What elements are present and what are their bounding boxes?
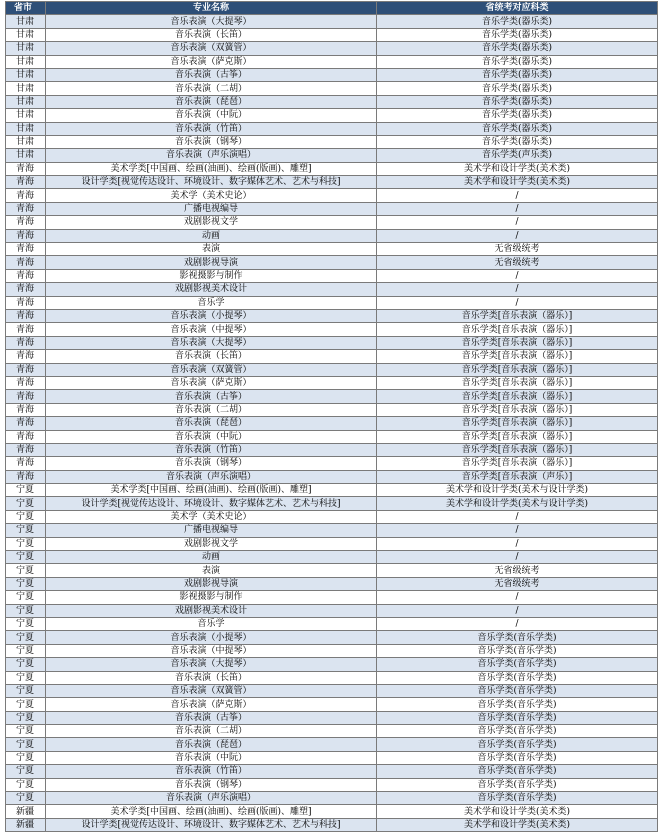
major-cell: 音乐表演（竹笛） — [46, 765, 377, 778]
province-cell: 青海 — [6, 309, 46, 322]
subject-cell: 音乐学类(器乐类) — [377, 55, 658, 68]
table-row — [6, 484, 658, 497]
table-row — [6, 792, 658, 805]
table-row — [6, 524, 658, 537]
subject-cell: / — [377, 551, 658, 564]
major-cell: 音乐表演（钢琴） — [46, 135, 377, 148]
province-cell: 青海 — [6, 350, 46, 363]
major-cell: 音乐表演（萨克斯） — [46, 376, 377, 389]
table-row — [6, 82, 658, 95]
table-row — [6, 109, 658, 122]
subject-cell: / — [377, 202, 658, 215]
major-cell: 戏剧影视美术设计 — [46, 604, 377, 617]
major-cell: 音乐表演（古筝） — [46, 68, 377, 81]
province-cell: 宁夏 — [6, 671, 46, 684]
major-cell: 设计学类[视觉传达设计、环境设计、数字媒体艺术、艺术与科技] — [46, 497, 377, 510]
major-cell: 音乐表演（小提琴） — [46, 309, 377, 322]
major-cell: 音乐表演（琵琶） — [46, 417, 377, 430]
province-cell: 宁夏 — [6, 658, 46, 671]
province-cell: 甘肃 — [6, 149, 46, 162]
major-cell: 音乐表演（小提琴） — [46, 631, 377, 644]
subject-cell: 音乐学类(音乐学类) — [377, 658, 658, 671]
subject-cell: 美术学和设计学类(美术与设计学类) — [377, 497, 658, 510]
major-cell: 表演 — [46, 564, 377, 577]
major-cell: 音乐表演（中阮） — [46, 751, 377, 764]
province-cell: 青海 — [6, 216, 46, 229]
table-row — [6, 658, 658, 671]
major-cell: 音乐表演（中阮） — [46, 109, 377, 122]
province-cell: 宁夏 — [6, 684, 46, 697]
table-row — [6, 470, 658, 483]
subject-cell: 音乐学类[音乐表演（器乐）] — [377, 376, 658, 389]
table-row — [6, 42, 658, 55]
table-row — [6, 417, 658, 430]
subject-cell: / — [377, 189, 658, 202]
subject-cell: 音乐学类(器乐类) — [377, 42, 658, 55]
header-major: 专业名称 — [46, 2, 377, 15]
subject-cell: 音乐学类(音乐学类) — [377, 671, 658, 684]
subject-cell: 音乐学类(音乐学类) — [377, 711, 658, 724]
province-cell: 青海 — [6, 296, 46, 309]
subject-cell: 音乐学类[音乐表演（器乐）] — [377, 417, 658, 430]
major-cell: 音乐表演（中阮） — [46, 430, 377, 443]
major-cell: 戏剧影视美术设计 — [46, 283, 377, 296]
subject-cell: 音乐学类(音乐学类) — [377, 792, 658, 805]
major-cell: 音乐表演（古筝） — [46, 390, 377, 403]
table-row — [6, 711, 658, 724]
header-row — [6, 2, 658, 15]
province-cell: 青海 — [6, 470, 46, 483]
major-cell: 音乐表演（琵琶） — [46, 95, 377, 108]
major-cell: 音乐表演（双簧管） — [46, 684, 377, 697]
subject-cell: 音乐学类(音乐学类) — [377, 698, 658, 711]
subject-cell: 音乐学类(器乐类) — [377, 95, 658, 108]
major-cell: 音乐表演（长笛） — [46, 28, 377, 41]
major-cell: 广播电视编导 — [46, 524, 377, 537]
table-row — [6, 256, 658, 269]
table-row — [6, 122, 658, 135]
major-cell: 音乐学 — [46, 617, 377, 630]
province-cell: 宁夏 — [6, 604, 46, 617]
province-cell: 甘肃 — [6, 68, 46, 81]
province-cell: 青海 — [6, 176, 46, 189]
header-province: 省市 — [6, 2, 46, 15]
table-row — [6, 176, 658, 189]
major-cell: 动画 — [46, 229, 377, 242]
major-cell: 影视摄影与制作 — [46, 269, 377, 282]
subject-cell: 音乐学类(器乐类) — [377, 109, 658, 122]
table-row — [6, 269, 658, 282]
table-row — [6, 390, 658, 403]
table-row — [6, 323, 658, 336]
province-cell: 青海 — [6, 443, 46, 456]
subject-cell: 音乐学类[音乐表演（器乐）] — [377, 309, 658, 322]
table-row — [6, 363, 658, 376]
major-cell: 戏剧影视文学 — [46, 537, 377, 550]
table-row — [6, 350, 658, 363]
subject-cell: / — [377, 617, 658, 630]
table-row — [6, 778, 658, 791]
province-cell: 甘肃 — [6, 42, 46, 55]
table-row — [6, 537, 658, 550]
province-cell: 甘肃 — [6, 135, 46, 148]
subject-cell: 音乐学类(器乐类) — [377, 28, 658, 41]
province-cell: 宁夏 — [6, 484, 46, 497]
table-row — [6, 457, 658, 470]
major-cell: 音乐学 — [46, 296, 377, 309]
subject-cell: 无省级统考 — [377, 256, 658, 269]
subject-cell: 音乐学类[音乐表演（器乐）] — [377, 323, 658, 336]
subject-cell: / — [377, 296, 658, 309]
province-cell: 宁夏 — [6, 792, 46, 805]
major-cell: 音乐表演（二胡） — [46, 403, 377, 416]
table-row — [6, 564, 658, 577]
province-cell: 青海 — [6, 269, 46, 282]
table-row — [6, 577, 658, 590]
table-row — [6, 162, 658, 175]
subject-cell: / — [377, 283, 658, 296]
table-row — [6, 497, 658, 510]
province-cell: 宁夏 — [6, 497, 46, 510]
province-cell: 青海 — [6, 162, 46, 175]
subject-cell: 音乐学类[音乐表演（器乐）] — [377, 350, 658, 363]
province-cell: 宁夏 — [6, 751, 46, 764]
table-row — [6, 765, 658, 778]
major-cell: 音乐表演（萨克斯） — [46, 698, 377, 711]
province-cell: 青海 — [6, 202, 46, 215]
table-row — [6, 229, 658, 242]
province-cell: 宁夏 — [6, 778, 46, 791]
table-row — [6, 671, 658, 684]
major-subject-table — [5, 1, 658, 832]
province-cell: 青海 — [6, 229, 46, 242]
province-cell: 青海 — [6, 376, 46, 389]
province-cell: 宁夏 — [6, 617, 46, 630]
province-cell: 甘肃 — [6, 28, 46, 41]
subject-cell: 音乐学类(器乐类) — [377, 15, 658, 28]
province-cell: 宁夏 — [6, 631, 46, 644]
major-cell: 音乐表演（双簧管） — [46, 363, 377, 376]
table-row — [6, 631, 658, 644]
province-cell: 青海 — [6, 430, 46, 443]
province-cell: 甘肃 — [6, 95, 46, 108]
table-row — [6, 95, 658, 108]
subject-cell: / — [377, 229, 658, 242]
province-cell: 宁夏 — [6, 725, 46, 738]
subject-cell: 美术学和设计学类(美术与设计学类) — [377, 484, 658, 497]
table-row — [6, 591, 658, 604]
subject-cell: / — [377, 510, 658, 523]
major-cell: 音乐表演（萨克斯） — [46, 55, 377, 68]
table-row — [6, 698, 658, 711]
major-cell: 设计学类[视觉传达设计、环境设计、数字媒体艺术、艺术与科技] — [46, 176, 377, 189]
subject-cell: 无省级统考 — [377, 564, 658, 577]
province-cell: 青海 — [6, 363, 46, 376]
major-cell: 戏剧影视导演 — [46, 256, 377, 269]
province-cell: 青海 — [6, 189, 46, 202]
table-row — [6, 551, 658, 564]
province-cell: 新疆 — [6, 818, 46, 831]
table-row — [6, 216, 658, 229]
province-cell: 青海 — [6, 457, 46, 470]
subject-cell: 音乐学类(音乐学类) — [377, 644, 658, 657]
province-cell: 甘肃 — [6, 122, 46, 135]
table-row — [6, 644, 658, 657]
province-cell: 宁夏 — [6, 765, 46, 778]
major-cell: 音乐表演（中提琴） — [46, 323, 377, 336]
header-subject: 省统考对应科类 — [377, 2, 658, 15]
table-row — [6, 135, 658, 148]
province-cell: 青海 — [6, 403, 46, 416]
major-cell: 音乐表演（钢琴） — [46, 778, 377, 791]
major-cell: 美术学类[中国画、绘画(油画)、绘画(版画)、雕塑] — [46, 805, 377, 818]
subject-cell: 音乐学类(器乐类) — [377, 135, 658, 148]
subject-cell: 音乐学类[音乐表演（器乐）] — [377, 336, 658, 349]
subject-cell: 音乐学类(声乐类) — [377, 149, 658, 162]
major-cell: 音乐表演（竹笛） — [46, 122, 377, 135]
table-row — [6, 510, 658, 523]
subject-cell: 音乐学类(器乐类) — [377, 82, 658, 95]
major-cell: 音乐表演（大提琴） — [46, 336, 377, 349]
subject-cell: 音乐学类(器乐类) — [377, 68, 658, 81]
table-row — [6, 403, 658, 416]
subject-cell: / — [377, 591, 658, 604]
subject-cell: 音乐学类(音乐学类) — [377, 751, 658, 764]
subject-cell: / — [377, 604, 658, 617]
province-cell: 宁夏 — [6, 537, 46, 550]
major-cell: 影视摄影与制作 — [46, 591, 377, 604]
province-cell: 甘肃 — [6, 55, 46, 68]
major-cell: 音乐表演（古筝） — [46, 711, 377, 724]
subject-cell: 音乐学类[音乐表演（器乐）] — [377, 403, 658, 416]
province-cell: 宁夏 — [6, 591, 46, 604]
major-cell: 动画 — [46, 551, 377, 564]
major-cell: 美术学类[中国画、绘画(油画)、绘画(版画)、雕塑] — [46, 484, 377, 497]
province-cell: 宁夏 — [6, 564, 46, 577]
province-cell: 宁夏 — [6, 510, 46, 523]
table-row — [6, 376, 658, 389]
table-row — [6, 55, 658, 68]
subject-cell: 无省级统考 — [377, 577, 658, 590]
table-row — [6, 202, 658, 215]
major-cell: 音乐表演（中提琴） — [46, 644, 377, 657]
subject-cell: 音乐学类(音乐学类) — [377, 631, 658, 644]
major-cell: 音乐表演（二胡） — [46, 82, 377, 95]
major-cell: 音乐表演（二胡） — [46, 725, 377, 738]
province-cell: 甘肃 — [6, 82, 46, 95]
subject-cell: / — [377, 524, 658, 537]
province-cell: 宁夏 — [6, 711, 46, 724]
subject-cell: 美术学和设计学类(美术类) — [377, 805, 658, 818]
major-cell: 音乐表演（大提琴） — [46, 15, 377, 28]
major-cell: 戏剧影视导演 — [46, 577, 377, 590]
major-cell: 广播电视编导 — [46, 202, 377, 215]
table-body — [6, 15, 658, 832]
table-row — [6, 28, 658, 41]
major-cell: 音乐表演（大提琴） — [46, 658, 377, 671]
major-cell: 音乐表演（竹笛） — [46, 443, 377, 456]
subject-cell: 音乐学类[音乐表演（器乐）] — [377, 430, 658, 443]
table-row — [6, 725, 658, 738]
province-cell: 宁夏 — [6, 644, 46, 657]
province-cell: 宁夏 — [6, 551, 46, 564]
subject-cell: 音乐学类[音乐表演（声乐）] — [377, 470, 658, 483]
subject-cell: 无省级统考 — [377, 243, 658, 256]
major-cell: 音乐表演（长笛） — [46, 350, 377, 363]
province-cell: 青海 — [6, 243, 46, 256]
table-row — [6, 443, 658, 456]
major-cell: 音乐表演（声乐演唱） — [46, 149, 377, 162]
table-row — [6, 818, 658, 831]
major-cell: 音乐表演（声乐演唱） — [46, 470, 377, 483]
province-cell: 青海 — [6, 323, 46, 336]
major-cell: 音乐表演（声乐演唱） — [46, 792, 377, 805]
subject-cell: / — [377, 216, 658, 229]
table-row — [6, 738, 658, 751]
table-row — [6, 309, 658, 322]
major-cell: 设计学类[视觉传达设计、环境设计、数字媒体艺术、艺术与科技] — [46, 818, 377, 831]
province-cell: 青海 — [6, 417, 46, 430]
table-header — [6, 2, 658, 15]
major-cell: 音乐表演（双簧管） — [46, 42, 377, 55]
table-row — [6, 283, 658, 296]
subject-cell: / — [377, 269, 658, 282]
province-cell: 甘肃 — [6, 15, 46, 28]
subject-cell: 音乐学类(音乐学类) — [377, 765, 658, 778]
subject-cell: 音乐学类[音乐表演（器乐）] — [377, 363, 658, 376]
province-cell: 青海 — [6, 336, 46, 349]
major-cell: 表演 — [46, 243, 377, 256]
province-cell: 青海 — [6, 283, 46, 296]
table-row — [6, 189, 658, 202]
subject-cell: 音乐学类(器乐类) — [377, 122, 658, 135]
table-row — [6, 805, 658, 818]
table-row — [6, 68, 658, 81]
table-row — [6, 430, 658, 443]
subject-cell: 音乐学类[音乐表演（器乐）] — [377, 457, 658, 470]
province-cell: 宁夏 — [6, 698, 46, 711]
subject-cell: 美术学和设计学类(美术类) — [377, 818, 658, 831]
province-cell: 宁夏 — [6, 577, 46, 590]
major-cell: 美术学（美术史论） — [46, 189, 377, 202]
table-row — [6, 149, 658, 162]
province-cell: 青海 — [6, 256, 46, 269]
major-cell: 美术学类[中国画、绘画(油画)、绘画(版画)、雕塑] — [46, 162, 377, 175]
major-cell: 音乐表演（长笛） — [46, 671, 377, 684]
table-row — [6, 243, 658, 256]
table-row — [6, 617, 658, 630]
major-cell: 美术学（美术史论） — [46, 510, 377, 523]
table-row — [6, 296, 658, 309]
subject-cell: 美术学和设计学类(美术类) — [377, 162, 658, 175]
subject-cell: 音乐学类[音乐表演（器乐）] — [377, 390, 658, 403]
province-cell: 宁夏 — [6, 738, 46, 751]
major-cell: 音乐表演（钢琴） — [46, 457, 377, 470]
table-row — [6, 336, 658, 349]
province-cell: 甘肃 — [6, 109, 46, 122]
province-cell: 新疆 — [6, 805, 46, 818]
table-row — [6, 684, 658, 697]
subject-cell: 美术学和设计学类(美术类) — [377, 176, 658, 189]
table-row — [6, 604, 658, 617]
province-cell: 青海 — [6, 390, 46, 403]
subject-cell: / — [377, 537, 658, 550]
table-row — [6, 15, 658, 28]
subject-cell: 音乐学类(音乐学类) — [377, 684, 658, 697]
table-row — [6, 751, 658, 764]
subject-cell: 音乐学类(音乐学类) — [377, 778, 658, 791]
major-cell: 音乐表演（琵琶） — [46, 738, 377, 751]
province-cell: 宁夏 — [6, 524, 46, 537]
subject-cell: 音乐学类[音乐表演（器乐）] — [377, 443, 658, 456]
major-cell: 戏剧影视文学 — [46, 216, 377, 229]
subject-cell: 音乐学类(音乐学类) — [377, 725, 658, 738]
subject-cell: 音乐学类(音乐学类) — [377, 738, 658, 751]
